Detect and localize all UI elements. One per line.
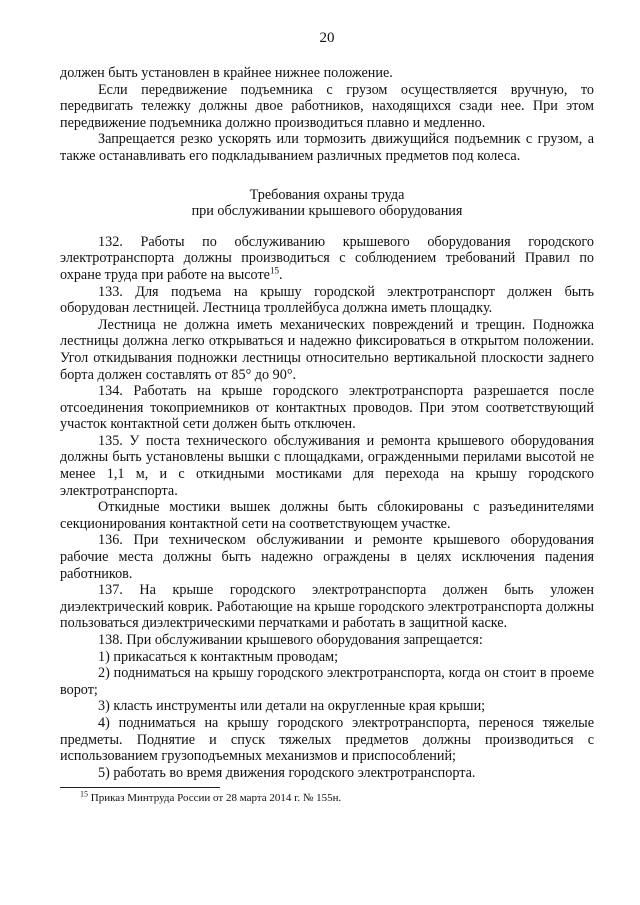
top-paragraphs — [60, 65, 594, 165]
paragraph-manual-movement: Если передвижение подъемника с грузом осуществляется вручную, то передвигать тележку должны двое работников, находящихся сзади нее. При этом передвижение подъемника должно производиться плавно и медленно. — [60, 81, 594, 131]
list-item-5: 5) работать во время движения городского электротранспорта. — [98, 764, 476, 781]
list-item-1: 1) прикасаться к контактным проводам; — [98, 648, 339, 665]
section-heading-line2: при обслуживании крышевого оборудования — [191, 203, 463, 220]
paragraph-134: 134. Работать на крыше городского электротранспорта разрешается после отсоединения токоприемников от контактных проводов. При этом соответствующий участок контактной сети должен быть отключен. — [60, 383, 594, 433]
page-number: 20 — [319, 30, 335, 46]
paragraph-133: 133. Для подъема на крышу городской электротранспорт должен быть оборудован лестницей. Лестница троллейбуса должна иметь площадку. — [60, 283, 594, 317]
footnote-divider — [60, 787, 220, 788]
paragraph-135: 135. У поста технического обслуживания и ремонта крышевого оборудования должны быть установлены вышки с площадками, огражденными перилами высотой не менее 1,1 м, и с откидными мостиками для перехода на крышу городского электротранспорта. — [60, 432, 594, 499]
paragraph-bridges: Откидные мостики вышек должны быть сблокированы с разъединителями секционирования контактной сети на соответствующем участке. — [60, 499, 594, 532]
section-heading-line1: Требования охраны труда — [249, 186, 405, 203]
footnote-ref-15[interactable]: 15 — [269, 265, 279, 276]
paragraph-132 — [60, 234, 594, 284]
paragraph-136: 136. При техническом обслуживании и ремонте крышевого оборудования рабочие места должны быть надежно ограждены в целях исключения падения работников. — [60, 532, 594, 582]
paragraph-ladder: Лестница не должна иметь механических повреждений и трещин. Подножка лестницы должна легко открываться и надежно фиксироваться в открытом положении. Угол откидывания подножки лестницы относительно вертикальной плоскости заднего борта должен составлять от 85° до 90°. — [60, 316, 594, 383]
paragraph-continuation: должен быть установлен в крайнее нижнее положение. — [60, 65, 393, 81]
list-item-4: 4) подниматься на крышу городского электротранспорта, перенося тяжелые предметы. Поднятие и спуск тяжелых предметов должны производиться с использованием грузоподъемных механизмов и приспособлений; — [60, 714, 594, 765]
paragraph-138: 138. При обслуживании крышевого оборудования запрещается: — [98, 632, 483, 648]
footnote-number: 15 — [80, 789, 88, 799]
paragraph-137: 137. На крыше городского электротранспорта должен быть уложен диэлектрический коврик. Работающие на крыше городского электротранспорта должны пользоваться диэлектрическими перчатками и работать в защитной каске. — [60, 582, 594, 632]
main-paragraphs — [60, 234, 594, 782]
paragraph-prohibition: Запрещается резко ускорять или тормозить движущийся подъемник с грузом, а также останавливать его подкладыванием различных предметов под колеса. — [60, 131, 594, 164]
paragraph-132-text: 132. Работы по обслуживанию крышевого оборудования городского электротранспорта должны производиться с соблюдением требований Правил по охране труда при работе на высоте — [60, 233, 594, 283]
footnote — [80, 789, 594, 805]
section-heading — [60, 187, 594, 220]
list-item-2: 2) подниматься на крышу городского электротранспорта, когда он стоит в проеме ворот; — [60, 665, 594, 698]
paragraph-132-end: . — [278, 266, 283, 283]
list-item-3: 3) класть инструменты или детали на округленные края крыши; — [98, 698, 486, 715]
footnote-text: Приказ Минтруда России от 28 марта 2014 г. № 155н. — [88, 792, 342, 805]
